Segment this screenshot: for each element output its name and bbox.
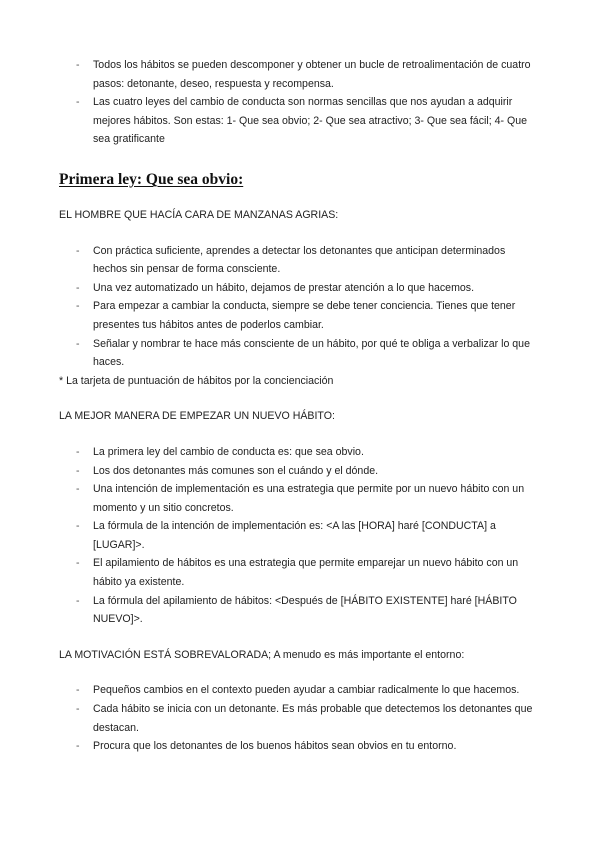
list-item bbox=[59, 737, 542, 756]
bullet-dash: - bbox=[76, 703, 80, 716]
list-item-text: La primera ley del cambio de conducta es: que sea obvio. bbox=[93, 445, 364, 458]
list-item-text: Procura que los detonantes de los buenos hábitos sean obvios en tu entorno. bbox=[93, 740, 457, 753]
list-item bbox=[59, 700, 542, 737]
list-item bbox=[59, 297, 542, 334]
bullet-dash: - bbox=[76, 483, 80, 496]
list-item-text: Las cuatro leyes del cambio de conducta son normas sencillas que nos ayudan a adquirir mejores hábitos. Son estas: 1- Que sea obvio; 2- Que sea atractivo; 3- Que sea fácil; 4- Que sea gratificante bbox=[93, 96, 527, 146]
bullet-dash: - bbox=[76, 520, 80, 533]
list-item bbox=[59, 681, 542, 700]
list-item-text: Una vez automatizado un hábito, dejamos de prestar atención a lo que hacemos. bbox=[93, 281, 475, 294]
bullet-dash: - bbox=[76, 59, 80, 71]
bullet-dash: - bbox=[76, 96, 80, 109]
bullet-dash: - bbox=[76, 557, 80, 570]
list-item bbox=[59, 443, 542, 462]
bullet-dash: - bbox=[76, 337, 80, 350]
bullet-dash: - bbox=[76, 445, 80, 458]
list-item-text: Todos los hábitos se pueden descomponer y obtener un bucle de retroalimentación de cuatro pasos: detonante, deseo, respuesta y recompensa. bbox=[93, 59, 531, 90]
bullet-dash: - bbox=[76, 594, 80, 607]
list-item bbox=[59, 554, 542, 591]
section-title: LA MEJOR MANERA DE EMPEZAR UN NUEVO HÁBITO: bbox=[59, 410, 335, 423]
bullet-dash: - bbox=[76, 740, 80, 753]
list-item bbox=[59, 335, 542, 372]
list-item-text: Con práctica suficiente, aprendes a detectar los detonantes que anticipan determinados hechos sin pensar de forma consciente. bbox=[93, 244, 506, 276]
section-list bbox=[59, 681, 542, 755]
bullet-dash: - bbox=[76, 244, 80, 257]
list-item-text: Los dos detonantes más comunes son el cuándo y el dónde. bbox=[93, 464, 379, 477]
list-item bbox=[59, 279, 542, 298]
list-item-text: La fórmula de la intención de implementación es: <A las [HORA] haré [CONDUCTA] a [LUGAR]>. bbox=[93, 520, 496, 551]
list-item-text: Pequeños cambios en el contexto pueden ayudar a cambiar radicalmente lo que hacemos. bbox=[93, 684, 520, 697]
list-item bbox=[59, 462, 542, 481]
section-title: EL HOMBRE QUE HACÍA CARA DE MANZANAS AGRIAS: bbox=[59, 208, 339, 221]
section-list bbox=[59, 443, 542, 629]
list-item bbox=[59, 592, 542, 629]
bullet-dash: - bbox=[76, 684, 80, 697]
bullet-dash: - bbox=[76, 281, 80, 294]
list-item bbox=[59, 93, 542, 149]
list-item-text: Para empezar a cambiar la conducta, siempre se debe tener conciencia. Tienes que tener presentes tus hábitos antes de poderlos cambiar. bbox=[93, 300, 516, 331]
list-item bbox=[59, 480, 542, 517]
note-text: * La tarjeta de puntuación de hábitos por la concienciación bbox=[59, 374, 334, 387]
list-item bbox=[59, 242, 542, 279]
bullet-dash: - bbox=[76, 300, 80, 313]
intro-list bbox=[59, 56, 542, 149]
section-heading: Primera ley: Que sea obvio: bbox=[59, 170, 244, 188]
bullet-dash: - bbox=[76, 464, 80, 477]
list-item-text: Cada hábito se inicia con un detonante. Es más probable que detectemos los detonantes que destacan. bbox=[93, 703, 533, 734]
section-title: LA MOTIVACIÓN ESTÁ SOBREVALORADA; A menudo es más importante el entorno: bbox=[59, 648, 465, 661]
list-item-text: Una intención de implementación es una estrategia que permite por un nuevo hábito con un momento y un sitio concretos. bbox=[93, 483, 525, 514]
list-item-text: Señalar y nombrar te hace más consciente de un hábito, por qué te obliga a verbalizar lo que haces. bbox=[93, 337, 530, 369]
list-item bbox=[59, 56, 542, 93]
list-item-text: La fórmula del apilamiento de hábitos: <Después de [HÁBITO EXISTENTE] haré [HÁBITO NUEVO]>. bbox=[93, 594, 517, 626]
list-item bbox=[59, 517, 542, 554]
section-list bbox=[59, 242, 542, 372]
list-item-text: El apilamiento de hábitos es una estrategia que permite emparejar un nuevo hábito con un hábito ya existente. bbox=[93, 557, 519, 589]
